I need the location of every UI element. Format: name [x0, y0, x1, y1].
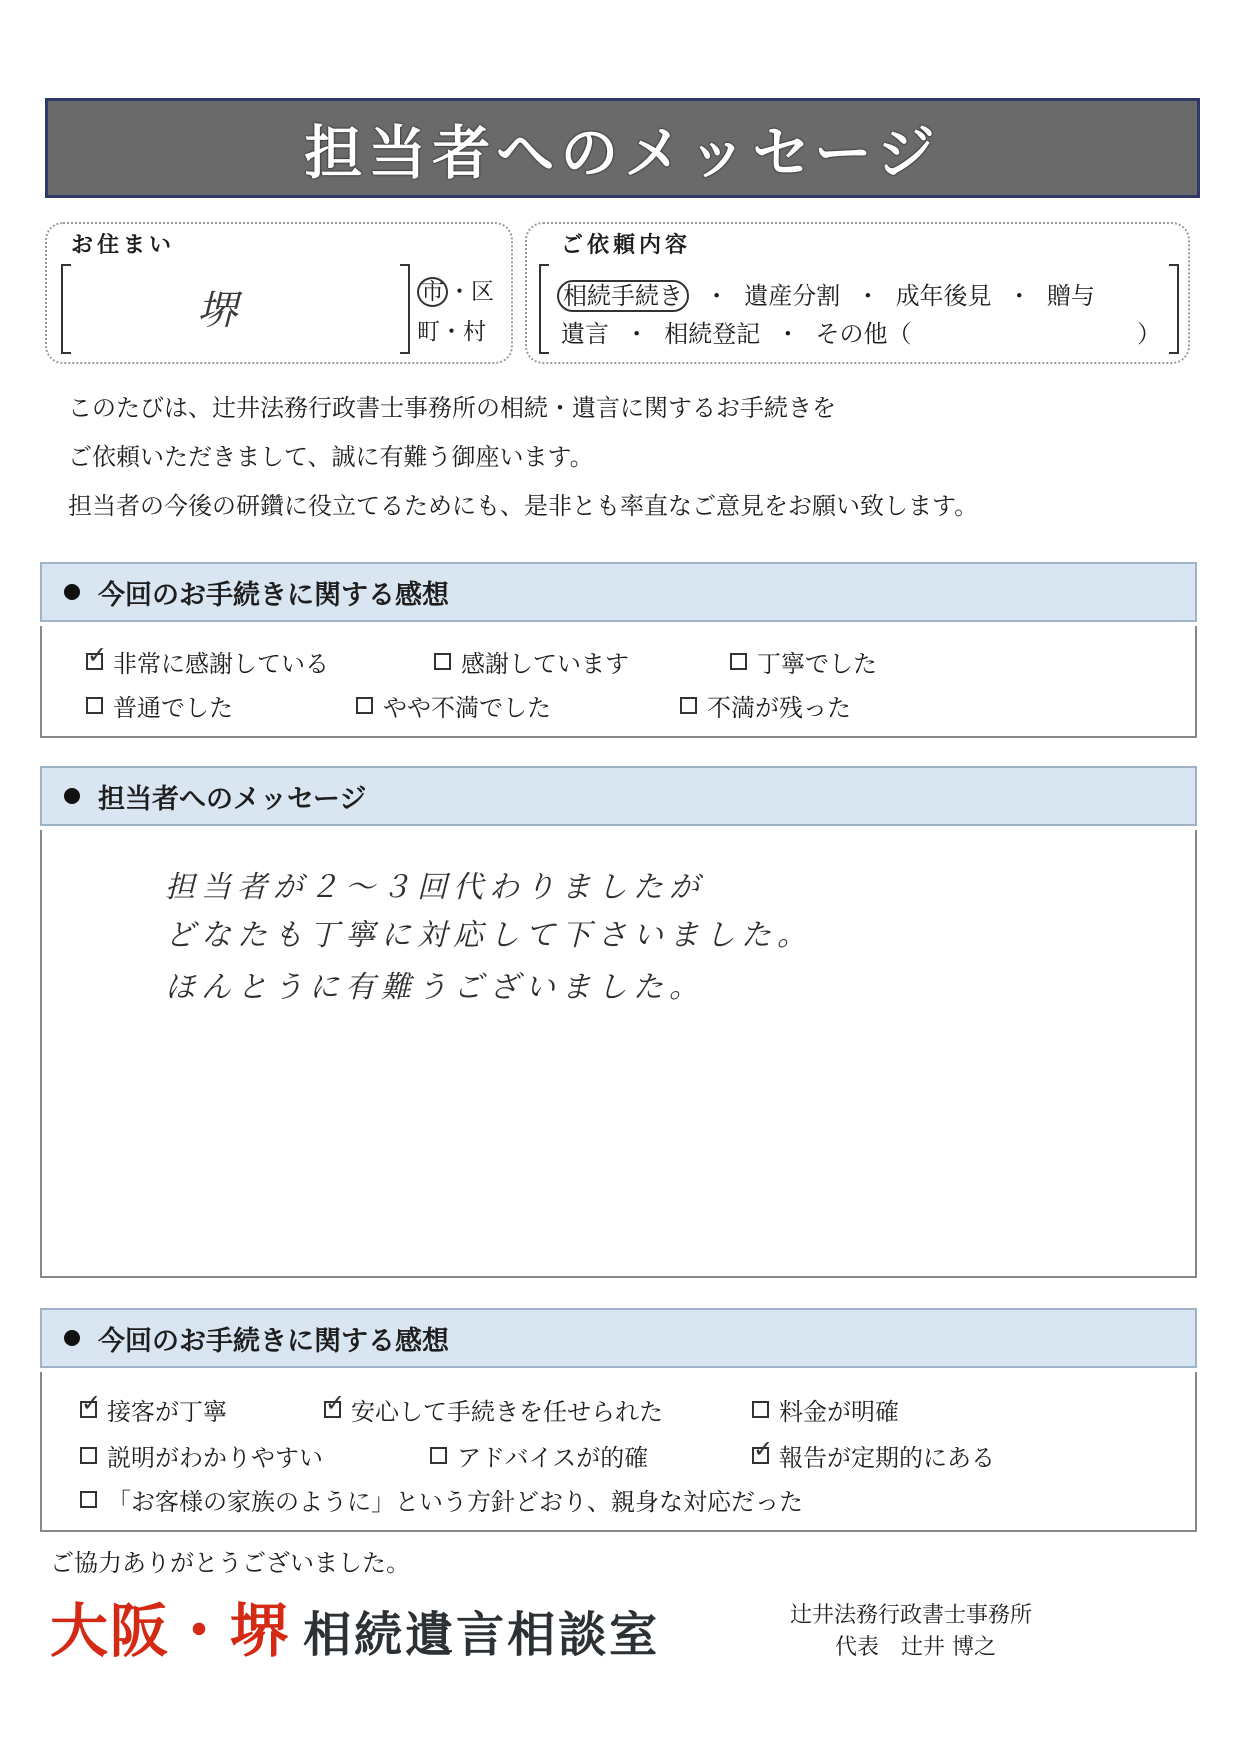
request-item-will[interactable]: 遺言	[561, 320, 609, 348]
section3-header	[40, 1308, 1197, 1368]
feedback-option[interactable]: 説明がわかりやすい	[80, 1438, 323, 1473]
bullet-icon	[64, 788, 80, 804]
unit-town[interactable]: 町	[417, 319, 440, 345]
request-item-estate-division[interactable]: 遺産分割	[744, 282, 841, 310]
request-sep: ・	[855, 282, 880, 310]
intro-line: このたびは、辻井法務行政書士事務所の相続・遺言に関するお手続きを	[68, 394, 836, 422]
checkbox-checked[interactable]	[86, 653, 103, 670]
checkbox[interactable]	[680, 697, 697, 714]
feedback-option[interactable]: やや不満でした	[356, 688, 551, 723]
address-value: 堺	[197, 288, 237, 334]
message-line: ほんとうに有難うございました。	[165, 970, 705, 1005]
checkbox[interactable]	[356, 697, 373, 714]
brand-name-dark: 相続遺言相談室	[303, 1607, 661, 1663]
request-item-gift[interactable]: 贈与	[1046, 282, 1095, 310]
bracket-left	[539, 264, 549, 354]
request-sep: ・	[704, 282, 729, 310]
section3-title: 今回のお手続きに関する感想	[98, 1325, 449, 1357]
feedback-option[interactable]: 「お客様の家族のように」という方針どおり、親身な対応だった	[80, 1482, 803, 1517]
request-label: ご依頼内容	[561, 233, 692, 258]
request-sep: ・	[1007, 282, 1032, 310]
bullet-icon	[64, 1330, 80, 1346]
section2-header	[40, 766, 1197, 826]
bullet-icon	[64, 584, 80, 600]
feedback-option[interactable]: 感謝しています	[434, 644, 629, 679]
checkbox[interactable]	[434, 653, 451, 670]
bracket-left	[61, 264, 71, 354]
representative: 代表 辻井 博之	[835, 1635, 996, 1660]
unit-village[interactable]: 村	[463, 319, 486, 345]
message-line: 担当者が２～３回代わりましたが	[165, 870, 705, 905]
bracket-right	[400, 264, 410, 354]
request-line2	[561, 314, 1161, 349]
unit-sep: ・	[440, 319, 463, 345]
checkbox[interactable]	[86, 697, 103, 714]
section1-header	[40, 562, 1197, 622]
feedback-option[interactable]: ✓ 接客が丁寧	[80, 1392, 227, 1427]
request-item-guardianship[interactable]: 成年後見	[895, 282, 992, 310]
feedback-option[interactable]: ✓ 報告が定期的にある	[752, 1438, 995, 1473]
checkbox[interactable]	[430, 1447, 447, 1464]
brand-name-red: 大阪・堺	[50, 1597, 291, 1665]
feedback-option[interactable]: 普通でした	[86, 688, 233, 723]
title-banner	[45, 98, 1200, 198]
address-units	[417, 272, 494, 352]
office-name: 辻井法務行政書士事務所	[790, 1603, 1033, 1628]
checkbox[interactable]	[80, 1491, 97, 1508]
request-sep: ・	[624, 320, 649, 348]
request-line1	[557, 276, 1095, 311]
feedback-option[interactable]: 料金が明確	[752, 1392, 899, 1427]
section1-title: 今回のお手続きに関する感想	[98, 579, 449, 611]
message-line: どなたも丁寧に対応して下さいました。	[165, 918, 813, 953]
feedback-option[interactable]: ✓ 安心して手続きを任せられた	[324, 1392, 663, 1427]
intro-line: 担当者の今後の研鑽に役立てるためにも、是非とも率直なご意見をお願い致します。	[68, 492, 979, 520]
checkbox-checked[interactable]	[752, 1447, 769, 1464]
checkbox[interactable]	[730, 653, 747, 670]
address-box	[45, 222, 513, 364]
request-other-close: ）	[1137, 320, 1161, 348]
unit-city[interactable]: 市	[417, 277, 448, 307]
request-item-registration[interactable]: 相続登記	[664, 320, 761, 348]
address-label: お住まい	[71, 233, 176, 258]
checkbox[interactable]	[752, 1401, 769, 1418]
brand-logo	[50, 1584, 660, 1668]
request-item-inheritance[interactable]: 相続手続き	[557, 280, 689, 312]
feedback-option[interactable]: 丁寧でした	[730, 644, 877, 679]
page-title: 担当者へのメッセージ	[304, 119, 941, 187]
feedback-option[interactable]: 不満が残った	[680, 688, 851, 723]
checkbox-checked[interactable]	[324, 1401, 341, 1418]
checkbox[interactable]	[80, 1447, 97, 1464]
checkbox-checked[interactable]	[80, 1401, 97, 1418]
request-sep: ・	[775, 320, 800, 348]
thanks-text: ご協力ありがとうございました。	[50, 1549, 410, 1577]
unit-sep: ・	[448, 279, 471, 305]
feedback-option[interactable]: ✓ 非常に感謝している	[86, 644, 329, 679]
section2-title: 担当者へのメッセージ	[98, 783, 367, 815]
bracket-right	[1169, 264, 1179, 354]
unit-ward[interactable]: 区	[471, 279, 494, 305]
request-item-other[interactable]: その他（	[815, 320, 912, 348]
request-box	[525, 222, 1190, 364]
feedback-option[interactable]: アドバイスが的確	[430, 1438, 648, 1473]
intro-line: ご依頼いただきまして、誠に有難う御座います。	[68, 443, 594, 471]
